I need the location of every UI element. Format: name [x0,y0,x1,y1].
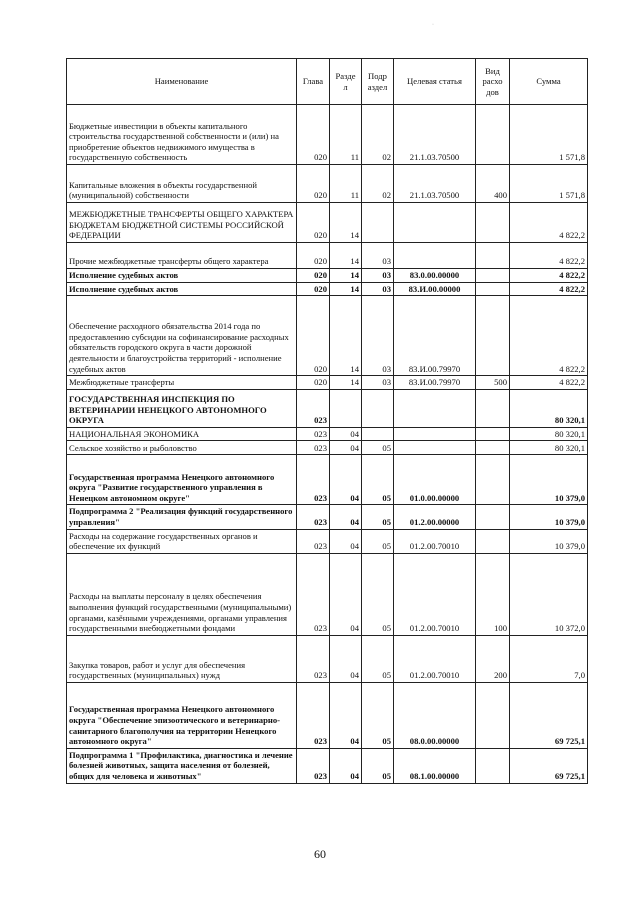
row-section: 14 [330,203,362,243]
row-sum: 4 822,2 [510,243,588,269]
row-section: 14 [330,282,362,296]
table-row [67,282,588,296]
row-chapter: 020 [297,296,330,376]
row-name: Расходы на выплаты персоналу в целях обеспечения выполнения функций государственными (муниципальными) органами, казёнными учреждениями, органами управления государственными внебюджетными фондами [67,553,297,635]
row-chapter: 023 [297,505,330,529]
row-subsection: 05 [362,553,394,635]
row-kind [476,682,510,748]
row-kind [476,105,510,165]
row-section: 11 [330,165,362,203]
row-sum: 80 320,1 [510,441,588,455]
row-target: 21.1.03.70500 [394,165,476,203]
row-section: 04 [330,441,362,455]
row-name: Сельское хозяйство и рыболовство [67,441,297,455]
row-section: 04 [330,529,362,553]
row-section [330,389,362,427]
row-section: 14 [330,269,362,283]
table-row [67,105,588,165]
row-chapter: 023 [297,635,330,682]
table-row [67,269,588,283]
row-kind: 400 [476,165,510,203]
row-target [394,427,476,441]
row-section: 04 [330,553,362,635]
row-sum: 10 379,0 [510,529,588,553]
row-subsection: 03 [362,376,394,390]
row-target [394,243,476,269]
row-chapter: 023 [297,553,330,635]
row-chapter: 020 [297,376,330,390]
row-kind [476,441,510,455]
row-target [394,441,476,455]
table-row [67,529,588,553]
row-subsection: 03 [362,269,394,283]
row-target: 08.0.00.00000 [394,682,476,748]
header-section: Разде л [330,59,362,105]
row-section: 04 [330,427,362,441]
row-target [394,389,476,427]
row-sum: 4 822,2 [510,269,588,283]
table-row [67,427,588,441]
row-kind: 100 [476,553,510,635]
row-subsection: 05 [362,529,394,553]
row-name: Бюджетные инвестиции в объекты капитального строительства государственной собственности и (или) на приобретение объектов недвижимого имущества в государственную собственность [67,105,297,165]
table-row [67,553,588,635]
row-subsection [362,203,394,243]
row-chapter: 020 [297,282,330,296]
row-chapter: 023 [297,427,330,441]
row-target: 01.2.00.70010 [394,529,476,553]
row-subsection: 05 [362,441,394,455]
table-row [67,389,588,427]
row-kind [476,529,510,553]
row-sum: 4 822,2 [510,296,588,376]
table-row [67,203,588,243]
row-sum: 7,0 [510,635,588,682]
row-target: 83.И.00.79970 [394,296,476,376]
table-row [67,748,588,783]
row-name: МЕЖБЮДЖЕТНЫЕ ТРАНСФЕРТЫ ОБЩЕГО ХАРАКТЕРА БЮДЖЕТАМ БЮДЖЕТНОЙ СИСТЕМЫ РОССИЙСКОЙ ФЕДЕРАЦИИ [67,203,297,243]
row-target: 01.2.00.70010 [394,635,476,682]
row-name: Закупка товаров, работ и услуг для обеспечения государственных (муниципальных) нужд [67,635,297,682]
row-name: Исполнение судебных актов [67,269,297,283]
row-sum: 10 379,0 [510,505,588,529]
row-subsection [362,427,394,441]
row-sum: 10 379,0 [510,455,588,505]
row-name: Расходы на содержание государственных органов и обеспечение их функций [67,529,297,553]
row-sum: 69 725,1 [510,748,588,783]
row-target [394,203,476,243]
row-sum: 4 822,2 [510,203,588,243]
row-subsection: 02 [362,165,394,203]
row-kind [476,296,510,376]
row-sum: 80 320,1 [510,427,588,441]
row-target: 83.И.00.79970 [394,376,476,390]
row-target: 08.1.00.00000 [394,748,476,783]
row-subsection: 03 [362,243,394,269]
row-target: 01.0.00.00000 [394,455,476,505]
row-section: 04 [330,682,362,748]
row-sum: 80 320,1 [510,389,588,427]
row-name: ГОСУДАРСТВЕННАЯ ИНСПЕКЦИЯ ПО ВЕТЕРИНАРИИ НЕНЕЦКОГО АВТОНОМНОГО ОКРУГА [67,389,297,427]
row-sum: 10 372,0 [510,553,588,635]
row-kind [476,427,510,441]
row-kind [476,282,510,296]
table-row [67,296,588,376]
row-sum: 69 725,1 [510,682,588,748]
row-chapter: 023 [297,455,330,505]
row-subsection: 02 [362,105,394,165]
row-section: 14 [330,243,362,269]
table-row [67,441,588,455]
page-number: 60 [314,847,326,861]
row-kind [476,505,510,529]
table-row [67,455,588,505]
header-chapter: Глава [297,59,330,105]
scan-mark: · [432,22,434,28]
header-kind: Вид расхо дов [476,59,510,105]
row-section: 14 [330,296,362,376]
row-name: Исполнение судебных актов [67,282,297,296]
row-section: 04 [330,635,362,682]
table-row [67,505,588,529]
row-name: Капитальные вложения в объекты государственной (муниципальной) собственности [67,165,297,203]
row-section: 11 [330,105,362,165]
table-row [67,376,588,390]
row-chapter: 020 [297,165,330,203]
row-section: 04 [330,505,362,529]
row-sum: 4 822,2 [510,282,588,296]
row-name: Подпрограмма 2 "Реализация функций государственного управления" [67,505,297,529]
row-subsection [362,389,394,427]
row-chapter: 023 [297,389,330,427]
row-kind [476,269,510,283]
row-chapter: 023 [297,529,330,553]
table-row [67,635,588,682]
row-sum: 4 822,2 [510,376,588,390]
row-subsection: 05 [362,455,394,505]
header-target: Целевая статья [394,59,476,105]
row-target: 21.1.03.70500 [394,105,476,165]
row-name: Подпрограмма 1 "Профилактика, диагностика и лечение болезней животных, защита населения от болезней, общих для человека и животных" [67,748,297,783]
row-subsection: 05 [362,635,394,682]
row-subsection: 03 [362,282,394,296]
row-name: Межбюджетные трансферты [67,376,297,390]
row-section: 14 [330,376,362,390]
row-kind [476,748,510,783]
row-kind: 500 [476,376,510,390]
table-row [67,243,588,269]
row-target: 01.2.00.70010 [394,553,476,635]
row-subsection: 05 [362,682,394,748]
row-chapter: 020 [297,269,330,283]
row-subsection: 05 [362,505,394,529]
row-name: Прочие межбюджетные трансферты общего характера [67,243,297,269]
header-name: Наименование [67,59,297,105]
row-subsection: 05 [362,748,394,783]
row-subsection: 03 [362,296,394,376]
header-sum: Сумма [510,59,588,105]
row-chapter: 023 [297,441,330,455]
table-header-row [67,59,588,105]
row-chapter: 020 [297,243,330,269]
table-row [67,682,588,748]
row-chapter: 023 [297,748,330,783]
row-name: Государственная программа Ненецкого автономного округа "Обеспечение эпизоотического и ветеринарно-санитарного благополучия на территории Ненецкого автономного округа" [67,682,297,748]
row-target: 01.2.00.00000 [394,505,476,529]
row-chapter: 023 [297,682,330,748]
row-name: НАЦИОНАЛЬНАЯ ЭКОНОМИКА [67,427,297,441]
row-target: 83.0.00.00000 [394,269,476,283]
row-name: Государственная программа Ненецкого автономного округа "Развитие государственного управления в Ненецком автономном округе" [67,455,297,505]
table-row [67,165,588,203]
row-sum: 1 571,8 [510,105,588,165]
row-target: 83.И.00.00000 [394,282,476,296]
row-kind [476,243,510,269]
row-kind: 200 [476,635,510,682]
budget-table [66,58,588,784]
row-chapter: 020 [297,105,330,165]
header-subsection: Подр аздел [362,59,394,105]
row-kind [476,203,510,243]
row-kind [476,455,510,505]
row-chapter: 020 [297,203,330,243]
row-section: 04 [330,455,362,505]
row-sum: 1 571,8 [510,165,588,203]
row-section: 04 [330,748,362,783]
row-name: Обеспечение расходного обязательства 2014 года по предоставлению субсидии на софинансирование расходных обязательств городского округа в части дорожной деятельности и благоустройства территорий - исполнение судебных актов [67,296,297,376]
row-kind [476,389,510,427]
